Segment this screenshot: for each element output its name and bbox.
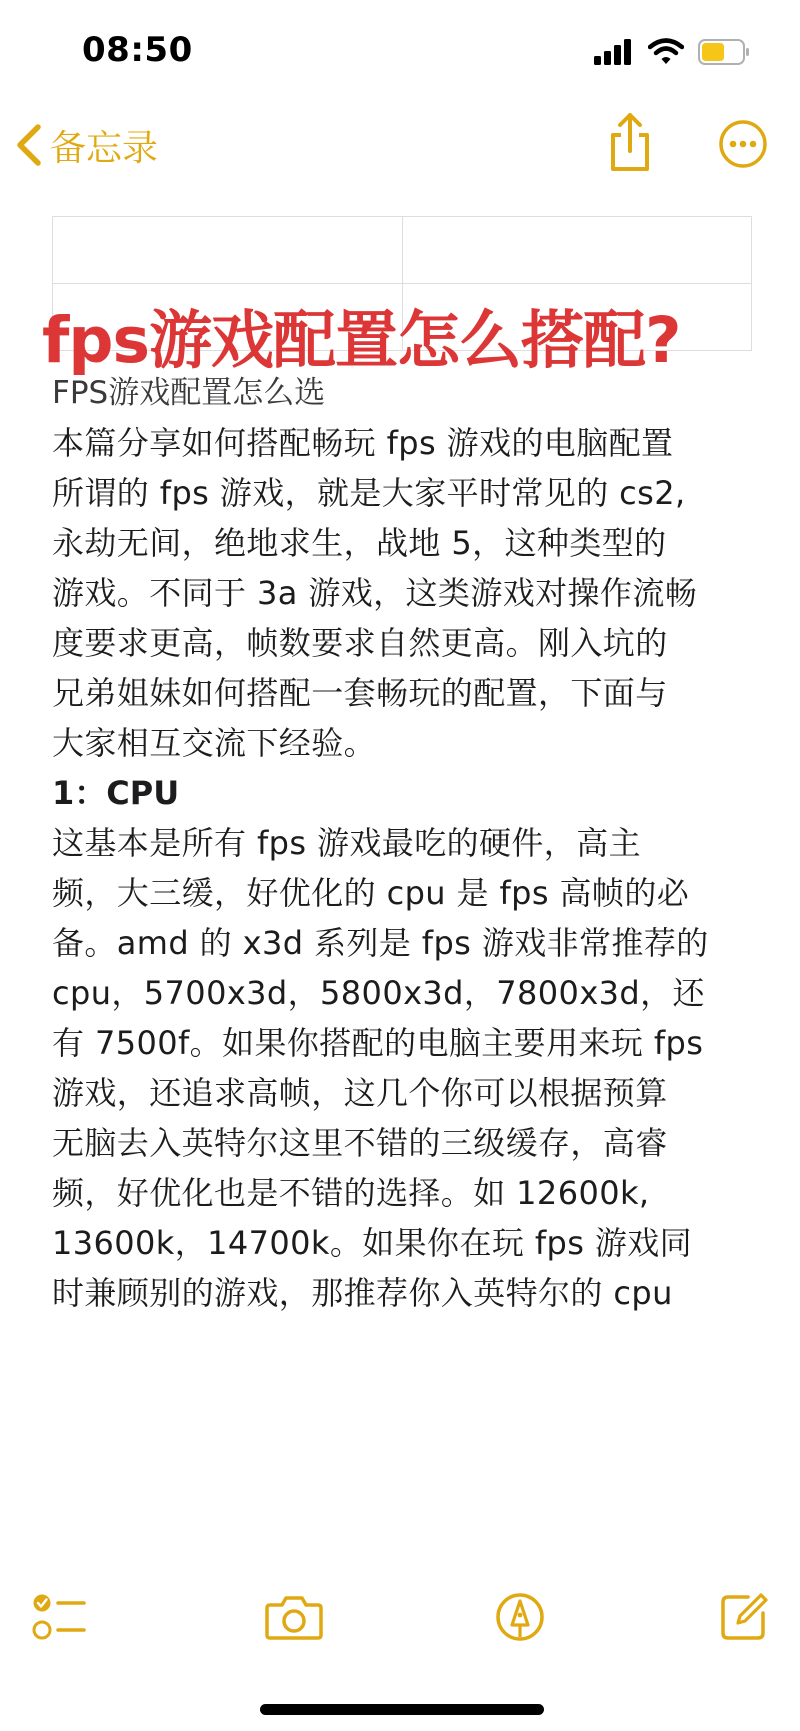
text-line: 13600k，14700k。如果你在玩 fps 游戏同 [52, 1224, 693, 1262]
more-icon [718, 119, 768, 169]
status-icons [594, 36, 750, 68]
battery-icon [698, 39, 750, 65]
chevron-left-icon [14, 123, 44, 167]
text-line: 时兼顾别的游戏，那推荐你入英特尔的 cpu [52, 1274, 673, 1312]
back-button[interactable] [14, 113, 158, 177]
camera-button[interactable] [262, 1585, 326, 1649]
status-time: 08:50 [82, 30, 193, 70]
bottom-toolbar [0, 1585, 800, 1655]
text-line: 备。amd 的 x3d 系列是 fps 游戏非常推荐的 [52, 924, 709, 962]
wifi-icon [648, 38, 684, 66]
text-line: 游戏。不同于 3a 游戏，这类游戏对操作流畅 [52, 574, 698, 612]
markup-button[interactable] [488, 1585, 552, 1649]
note-subtitle: FPS游戏配置怎么选 [52, 375, 326, 411]
compose-button[interactable] [712, 1585, 776, 1649]
text-line: 有 7500f。如果你搭配的电脑主要用来玩 fps [52, 1024, 704, 1062]
share-icon [605, 111, 655, 173]
text-line: 这基本是所有 fps 游戏最吃的硬件，高主 [52, 824, 641, 862]
compose-icon [718, 1591, 770, 1643]
text-line: 本篇分享如何搭配畅玩 fps 游戏的电脑配置 [52, 424, 674, 462]
cpu-paragraph [52, 818, 764, 1318]
more-button[interactable] [718, 119, 768, 169]
text-line: 频，大三缓，好优化的 cpu 是 fps 高帧的必 [52, 874, 690, 912]
text-line: 游戏，还追求高帧，这几个你可以根据预算 [52, 1074, 668, 1112]
status-bar [0, 0, 800, 100]
note-title: fps游戏配置怎么搭配? [42, 304, 681, 377]
text-line: 兄弟姐妹如何搭配一套畅玩的配置，下面与 [52, 674, 668, 712]
text-line: 度要求更高，帧数要求自然更高。刚入坑的 [52, 624, 668, 662]
text-line: cpu，5700x3d，5800x3d，7800x3d，还 [52, 974, 705, 1012]
text-line: 所谓的 fps 游戏，就是大家平时常见的 cs2, [52, 474, 686, 512]
note-body[interactable] [52, 368, 764, 1318]
back-label: 备忘录 [50, 127, 159, 169]
text-line: 大家相互交流下经验。 [52, 724, 377, 762]
text-line: 无脑去入英特尔这里不错的三级缓存，高睿 [52, 1124, 668, 1162]
table-cell[interactable] [53, 217, 403, 284]
home-indicator[interactable] [260, 1704, 544, 1715]
intro-paragraph [52, 418, 764, 768]
camera-icon [264, 1593, 324, 1641]
checklist-icon [32, 1592, 88, 1642]
table-cell[interactable] [402, 217, 752, 284]
text-line: 永劫无间，绝地求生，战地 5，这种类型的 [52, 524, 667, 562]
share-button[interactable] [605, 111, 655, 173]
text-line: 频，好优化也是不错的选择。如 12600k, [52, 1174, 650, 1212]
checklist-button[interactable] [28, 1585, 92, 1649]
cellular-signal-icon [594, 39, 634, 65]
markup-pen-icon [494, 1591, 546, 1643]
section-heading-cpu: 1：CPU [52, 774, 180, 812]
nav-bar [0, 105, 800, 185]
